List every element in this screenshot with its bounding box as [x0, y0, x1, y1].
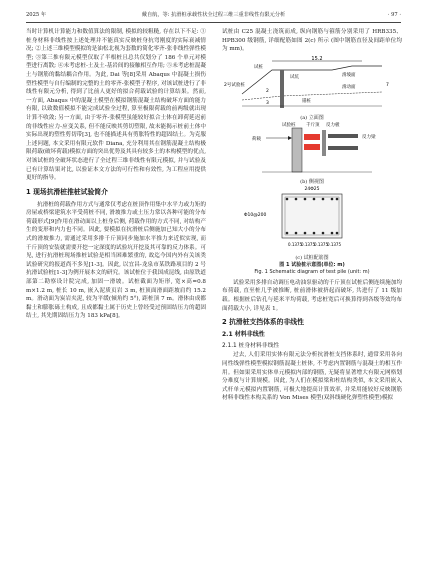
- header-rule: [26, 22, 401, 23]
- reaction-beam: [328, 134, 358, 138]
- section-1-heading: 1 现场抗滑桩推桩试验简介: [26, 187, 108, 196]
- dim-bottom-2: 0.1375: [301, 241, 315, 247]
- figure-1a-caption: (a) 立面图: [300, 115, 324, 122]
- dim-right: 7: [386, 82, 389, 88]
- figure-1a-elevation: [222, 56, 402, 120]
- left-column: [26, 28, 206, 321]
- dim-bottom-1: 0.1375: [288, 241, 302, 247]
- load-arrow-head: [288, 136, 292, 140]
- rebar-paragraph: 试桩由 C25 混凝土浇筑而成, 纵向钢筋与箍筋分别采用了 HRB335、HPB300 级钢筋, 详细配筋如图 2(c) 所示 (图中钢筋直径及间距单位均为 mm)。: [222, 29, 402, 53]
- figure-1-title: 图 1 试验桩示意图(单位: m): [279, 261, 345, 268]
- figure-1b-side-view: [222, 120, 402, 184]
- test-pile: [280, 70, 284, 108]
- rebar-drawing: [222, 184, 402, 252]
- dim-bottom-3: 0.1375: [314, 241, 328, 247]
- page-header: [26, 10, 401, 20]
- label-test-pile: 试验桩: [282, 122, 296, 128]
- header-year: 2025 年: [26, 12, 47, 18]
- right-column: [222, 28, 402, 403]
- label-slide: 滑动面: [342, 84, 356, 90]
- header-page-number: · 97 ·: [387, 12, 401, 18]
- section-2-1-1-heading: 2.1.1 桩身材料非线性: [222, 342, 280, 349]
- figure-1b-caption: (b) 侧视图: [300, 179, 324, 186]
- section-2-heading: 2 抗滑桩支挡体系的非线性: [222, 318, 304, 327]
- label-test-pit: 试坑: [290, 74, 299, 80]
- label-slope: 滑坡面: [342, 72, 356, 78]
- label-2pile: 2号试验桩: [224, 82, 245, 88]
- dim-top-label: 15.2: [311, 55, 323, 62]
- header-title: 戴自航，等: 抗滑桩承载性状全过程三维三重非线性有限元分析: [141, 12, 286, 18]
- jack-bottom: [304, 144, 320, 150]
- section-2-1-heading: 2.1 材料非线性: [222, 331, 265, 339]
- section-1-paragraph: 抗滑桩的荷载作用方式与通常仅考虑在桩顶作用集中水平力或力矩的房屋或桥梁建筑水平受荷桩不同, 滑坡推力或土压力常以各种可能的分布荷载形式[9]作用在滑动面以上桩身后侧, 荷载作用的方式不同, 对结构产生的变形和内力也不同。因此, 要模拟在抗滑桩后侧施加已知大小的分布式的滑坡推力, 需通过采用多排千斤顶同步施加水平推力来近似实现, 而千斤顶的安装就需要开挖一定深度的试验坑开挖及其可靠的反力体系。可见, 进行抗滑桩现场推桩试验是相当困难繁重的, 故迄今国内外有关该类试验研究的报道尚不多见[1-3]。因此, 以宜昌-龙泉市某铁路项目的 2 号抗滑试验桩[1-3]为例开展本文的研究。该试桩位于我国成昆线, 由原铁道部第二勘察设计院完成, 加固一滑坡。试桩截面为矩形, 宽×高=0.8 m×1.2 m, 桩长 10 m, 嵌入泥质页岩 3 m, 桩顶面滑面距坡肩约 15.2 m。滑动面为炭岩夹泥, 较为平缓(倾角约 5°), 距桩顶 7 m。滑体由成都黏土和膨胀砾土构成, 且成都黏土属于历史上曾经受过预固结压力的超固结土, 其先期固结压力为 183 kPa[8]。: [26, 201, 206, 320]
- sliding-surface: [242, 92, 382, 100]
- loading-paragraph: 试验采用多排自动调压电动油泵驱动的千斤顶在试桩后侧连续施加均布荷载, 直至桩几乎被推断, 桩前滑体被挤起而破坏, 共进行了 11 级加载。根据桩后钻孔与延米平均荷载, 考虑桩宽后可换算得到各级等效均布面荷载大小, 详见表 1。: [222, 279, 402, 312]
- label-pile: 试桩: [254, 64, 263, 70]
- label-beam: 反力梁: [362, 134, 376, 140]
- reaction-beam-2: [328, 146, 358, 150]
- dim-left-2: 3: [266, 100, 269, 106]
- side-test-pile: [292, 128, 302, 172]
- intro-paragraph: 当时计算机计算能力和数值算法的限制, 模拟的较粗糙, 存在以下不足: ①桩身材料非线性按上述处理并不能真实反映桩身抗弯刚度的实际衰减情况; ②上述三维模型模拟的是油松北视为套数的简化零齐-张非线性弹性模型; ③第三推有限元模型仅取了半根桩且总共仅划分了 186 个单元对模型进行离散; ④未考虑桩-土及土-基岩间的接触相互作用; ⑤未考虑桩混凝土与钢筋的黏结耦合作用。为此, Dai 等[8]采用 Abaqus 中混凝土损伤塑性模型与自行编制的完整的土的零齐-张模型子程序, 对该试桩进行了非线性有限元分析, 得到了比前人更好的拟合荷载试验的计算结果。然而, 一方面, Abaqus 中的混凝土模型在模拟钢筋混凝土结构破坏方面的能力有限, 以致数值模拟不能完成试验全过程, 算至极限荷载的前两级就出现计算不收敛; 另一方面, 由于零齐-张模型虽能较好拟合土体在卸荷延迟前的非线性应力-应变关系, 但不能反映其剪切塑限, 故未能揭示桩前土体中实际出现的塑性剪切带[3], 也不能描述具有剪胀特性的超固结土。为克服上述问题, 本文采用有限元软件 Diana, 充分利用其在钢筋混凝土结构极限荷载(破坏荷载)模拟方面的突出优势及其具有较多土的本构模型的优点, 对该试桩的全破坏状态进行了全过程三维非线性有限元模拟, 并与试验及已有计算结果对比, 以验证本文方法的可行性和有效性, 为工程应用提供更好的指导。: [26, 29, 206, 182]
- side-view-drawing: [222, 120, 402, 176]
- label-load: 荷载: [252, 136, 261, 142]
- elevation-drawing: [222, 56, 402, 112]
- rebar-stirrup-label: Φ10@200: [244, 212, 267, 218]
- figure-1c-rebar: [222, 184, 402, 260]
- dim-bottom-4: 0.1375: [327, 241, 341, 247]
- section-2-paragraph: 过去, 人们采用实体有限元法分析抗滑桩支挡体系时, 通常采用各向同性线弹性模型模拟钢筋混凝土桩体, 不考虑内置钢筋与混凝土的相互作用。但如果采用实体单元模拟内部的钢筋, 无疑将显著增大有限元网格划分难度与计算规模。因此, 为人们在模拟梁和柱结构类似, 本文采用嵌入式杆单元模拟内置钢筋, 可极大地提高计算效率, 并采用能较好反映钢筋材料非线性本构关系的 Von Mises 模型(双斜线硬化弹塑性模型)模拟: [222, 352, 402, 402]
- label-jack: 千斤顶: [306, 122, 320, 128]
- figure-1-title-en: Fig. 1 Schematic diagram of test pile (unit: m): [254, 268, 370, 275]
- label-plate: 反力板: [326, 122, 340, 128]
- slope-surface: [242, 66, 382, 94]
- figure-1c-caption: (c) 试桩配筋图: [295, 255, 329, 262]
- dim-left-1: 2: [266, 88, 269, 94]
- reaction-plate: [322, 130, 326, 156]
- jack-top: [304, 134, 320, 140]
- pile-section: [282, 194, 342, 238]
- rebar-top-label: 24Φ25: [304, 186, 320, 192]
- label-anchor: 锚桩: [302, 98, 311, 104]
